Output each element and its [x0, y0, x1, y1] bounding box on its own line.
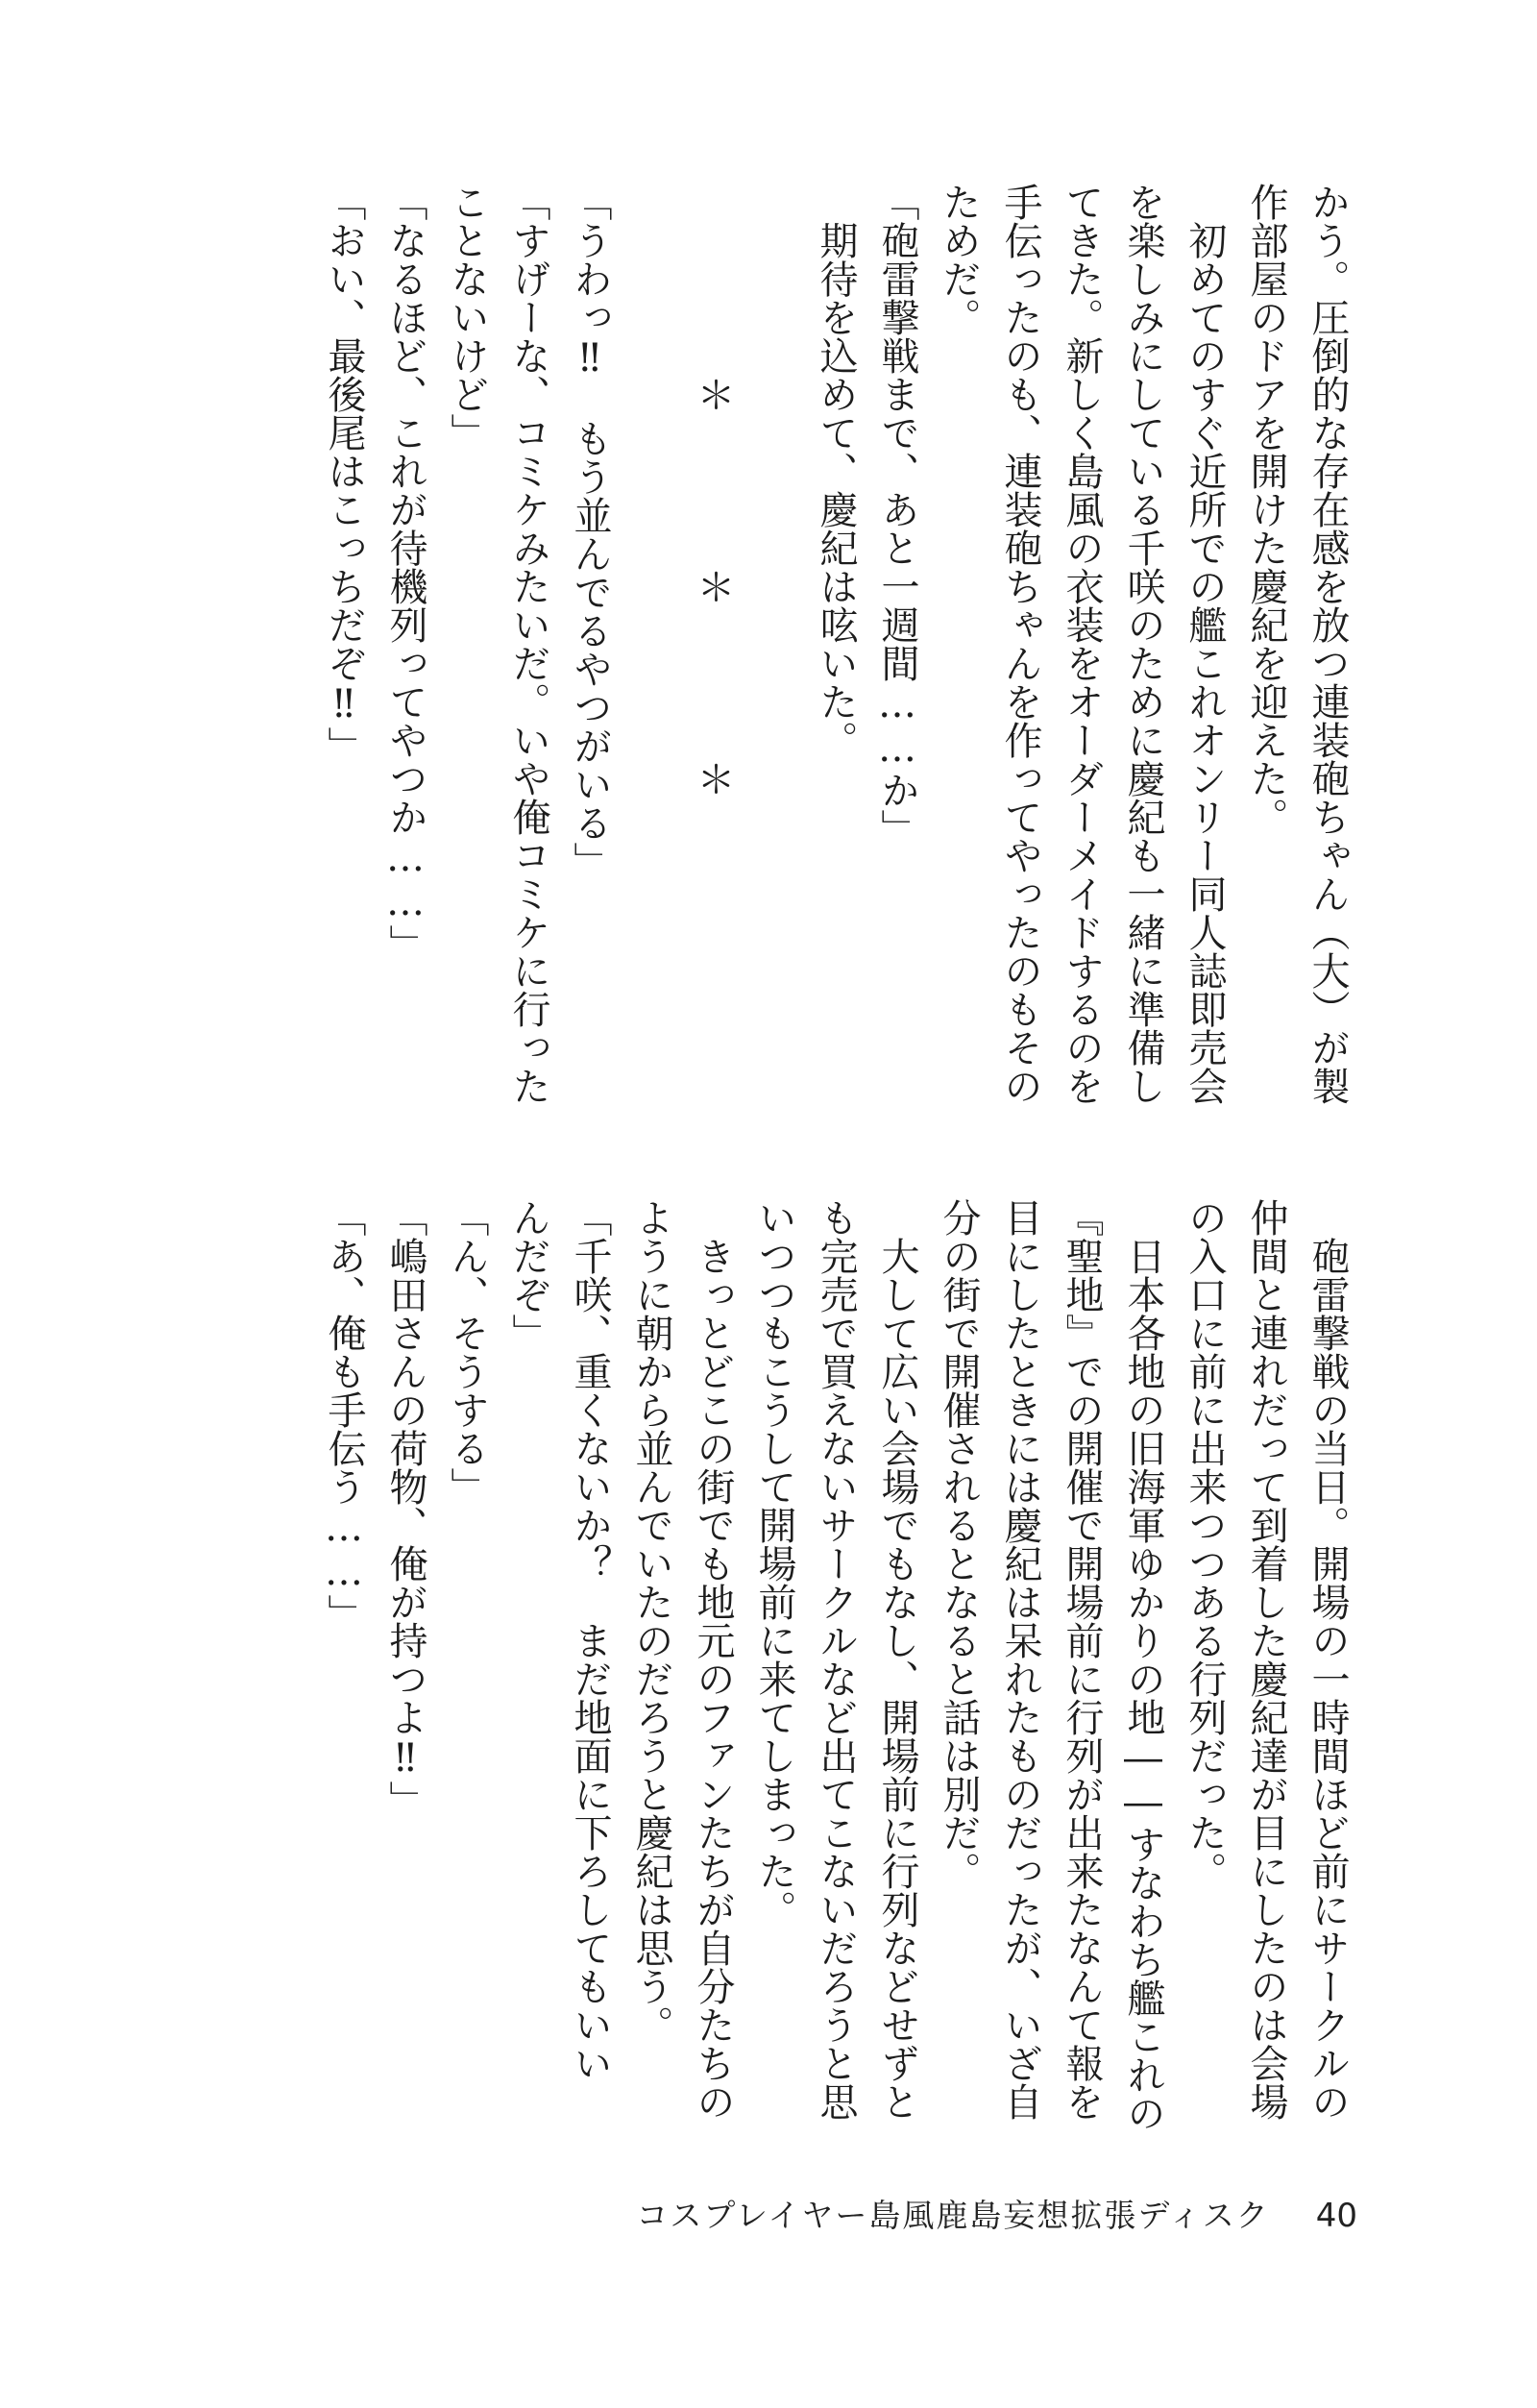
- text-line: 目にしたときには慶紀は呆れたものだったが、いざ自: [998, 1198, 1042, 2121]
- text-line: 作部屋のドアを開けた慶紀を迎えた。: [1244, 183, 1288, 836]
- text-line: 『聖地』での開催で開場前に行列が出来たなんて報を: [1060, 1198, 1104, 2121]
- text-line: 期待を込めて、慶紀は呟いた。: [814, 183, 858, 759]
- text-line: 「ん、そうする」: [445, 1198, 489, 1506]
- text-line: 「嶋田さんの荷物、俺が持つよ‼」: [383, 1198, 427, 1819]
- text-line: 分の街で開催されるとなると話は別だ。: [937, 1198, 981, 1890]
- text-line: 日本各地の旧海軍ゆかりの地――すなわち艦これの: [1121, 1198, 1165, 2132]
- text-line: 「あ、俺も手伝う……」: [322, 1198, 366, 1633]
- text-line: 砲雷撃戦の当日。開場の一時間ほど前にサークルの: [1305, 1198, 1350, 2121]
- text-line: [621, 183, 682, 1109]
- upper-text-block: [313, 183, 1358, 1109]
- text-line: んだぞ」: [506, 1198, 550, 1352]
- text-line: きっとどこの街でも地元のファンたちが自分たちの: [691, 1198, 735, 2121]
- footer-book-title: コスプレイヤー島風鹿島妄想拡張ディスク: [636, 2197, 1270, 2234]
- text-line: 「うわっ‼ もう並んでるやつがいる」: [568, 183, 612, 880]
- text-line: [744, 183, 805, 1109]
- text-line: 「なるほど、これが待機列ってやつか……」: [383, 183, 427, 963]
- text-line: 初めてのすぐ近所での艦これオンリー同人誌即売会: [1183, 183, 1227, 1105]
- text-line: 手伝ったのも、連装砲ちゃんを作ってやったのもその: [998, 183, 1042, 1105]
- text-line: いつつもこうして開場前に来てしまった。: [752, 1198, 796, 1929]
- text-line: ためだ。: [937, 183, 981, 336]
- text-line: 「千咲、重くないか？ まだ地面に下ろしてもいい: [568, 1198, 612, 2082]
- text-line: かう。圧倒的な存在感を放つ連装砲ちゃん（大）が製: [1305, 183, 1350, 1105]
- page-footer: [636, 2191, 1357, 2236]
- text-line: も完売で買えないサークルなど出てこないだろうと思: [814, 1198, 858, 2121]
- text-line: 仲間と連れだって到着した慶紀達が目にしたのは会場: [1244, 1198, 1288, 2121]
- text-line: を楽しみにしている千咲のために慶紀も一緒に準備し: [1121, 183, 1165, 1105]
- page-number: 40: [1315, 2197, 1357, 2235]
- text-line: ＊ ＊ ＊: [691, 183, 735, 798]
- text-line: の入口に前に出来つつある行列だった。: [1183, 1198, 1227, 1890]
- text-line: てきた。新しく島風の衣装をオーダーメイドするのを: [1060, 183, 1104, 1105]
- text-line: 「砲雷撃戦まで、あと一週間……か」: [875, 183, 919, 848]
- text-line: 「すげーな、コミケみたいだ。いや俺コミケに行った: [506, 183, 550, 1105]
- text-line: 「おい、最後尾はこっちだぞ‼」: [322, 183, 366, 765]
- lower-text-block: [313, 1198, 1358, 2132]
- text-line: 大して広い会場でもなし、開場前に行列などせずと: [875, 1198, 919, 2121]
- text-line: ように朝から並んでいたのだろうと慶紀は思う。: [629, 1198, 673, 2044]
- text-line: ことないけど」: [445, 183, 489, 452]
